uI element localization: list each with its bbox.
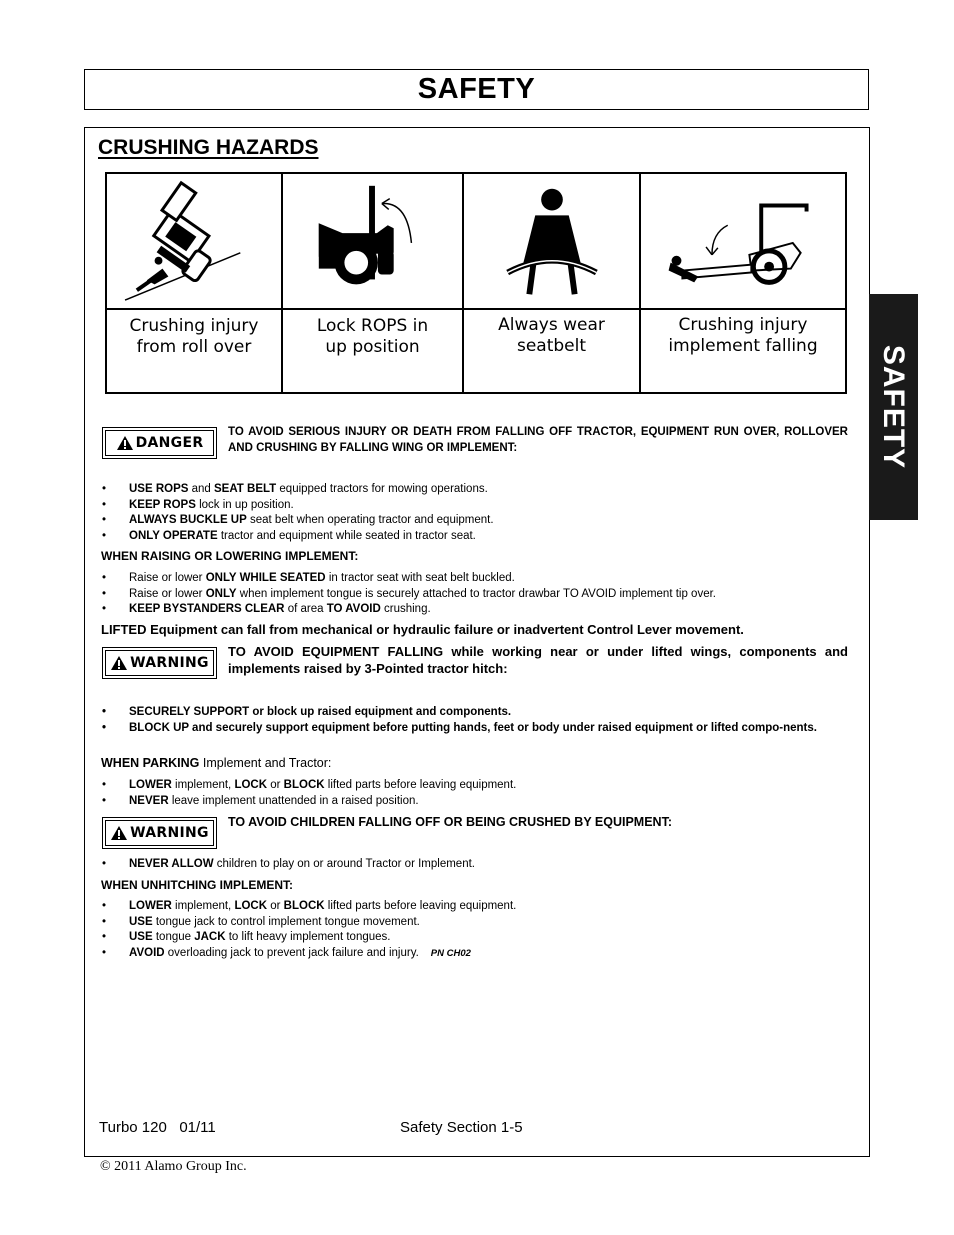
lifted-equipment-notice: LIFTED Equipment can fall from mechanical or hydraulic failure or inadvertent Control Lever movement.	[101, 622, 744, 637]
pictogram-rollover	[107, 174, 283, 310]
danger-message: TO AVOID SERIOUS INJURY OR DEATH FROM FALLING OFF TRACTOR, EQUIPMENT RUN OVER, ROLLOVER AND CRUSHING BY FALLING WING OR IMPLEMENT:	[228, 426, 848, 454]
list-item: • USE tongue JACK to lift heavy implement tongues.	[101, 930, 851, 946]
caption-line: seatbelt	[516, 336, 587, 356]
danger-badge-label: DANGER	[135, 435, 204, 451]
list-item: • Raise or lower ONLY WHILE SEATED in tractor seat with seat belt buckled.	[101, 571, 851, 587]
warning-badge-label: WARNING	[130, 655, 209, 671]
warning-badge	[102, 817, 217, 849]
unhitching-heading: WHEN UNHITCHING IMPLEMENT:	[101, 878, 293, 892]
list-item: • NEVER ALLOW children to play on or around Tractor or Implement.	[101, 857, 851, 873]
page-title: SAFETY	[417, 73, 536, 105]
tractor-rollover-icon	[107, 174, 281, 308]
side-tab-label: SAFETY	[877, 344, 911, 470]
caption-seatbelt	[464, 310, 641, 392]
parking-heading: WHEN PARKING Implement and Tractor:	[101, 756, 332, 770]
caption-line: Lock ROPS in	[316, 316, 429, 336]
list-item: • USE tongue jack to control implement tongue movement.	[101, 915, 851, 931]
list-item: • BLOCK UP and securely support equipment before putting hands, feet or body under raised equipment or lifted compo-nents.	[101, 721, 846, 737]
rops-lock-icon	[283, 174, 462, 308]
list-item: • LOWER implement, LOCK or BLOCK lifted parts before leaving equipment.	[101, 899, 851, 915]
pictogram-seatbelt	[464, 174, 641, 310]
alert-triangle-icon	[110, 655, 128, 671]
list-item: • KEEP BYSTANDERS CLEAR of area TO AVOID crushing.	[101, 602, 851, 618]
part-number: PN CH02	[430, 947, 471, 959]
caption-line: implement falling	[668, 336, 818, 356]
pictogram-implement-falling	[641, 174, 845, 310]
pictogram-rops	[283, 174, 464, 310]
footer-section: Safety Section 1-5	[400, 1119, 523, 1136]
warning-message-children: TO AVOID CHILDREN FALLING OFF OR BEING CRUSHED BY EQUIPMENT:	[228, 815, 673, 829]
copyright: © 2011 Alamo Group Inc.	[100, 1159, 247, 1174]
caption-rollover	[107, 310, 283, 392]
section-side-tab[interactable]	[869, 294, 918, 520]
unhitching-list	[101, 899, 851, 961]
raising-list	[101, 571, 851, 618]
danger-badge	[102, 427, 217, 459]
list-item: • LOWER implement, LOCK or BLOCK lifted parts before leaving equipment.	[101, 778, 851, 794]
list-item: • KEEP ROPS lock in up position.	[101, 498, 851, 514]
list-item: • NEVER leave implement unattended in a raised position.	[101, 794, 851, 810]
caption-implement-falling	[641, 310, 845, 392]
list-item: • ONLY OPERATE tractor and equipment while seated in tractor seat.	[101, 529, 851, 545]
list-item: • Raise or lower ONLY when implement tongue is securely attached to tractor drawbar TO AVOID implement tip over.	[101, 587, 851, 603]
seatbelt-icon	[464, 174, 639, 308]
alert-triangle-icon	[110, 825, 128, 841]
page-header	[84, 69, 869, 110]
list-item: • SECURELY SUPPORT or block up raised equipment and components.	[101, 705, 846, 721]
alert-triangle-icon	[116, 435, 134, 451]
list-item: • ALWAYS BUCKLE UP seat belt when operating tractor and equipment.	[101, 513, 851, 529]
footer-model: Turbo 120 01/11	[99, 1119, 216, 1136]
caption-rops	[283, 310, 464, 392]
list-item: • USE ROPS and SEAT BELT equipped tractors for mowing operations.	[101, 482, 851, 498]
section-title: CRUSHING HAZARDS	[98, 136, 319, 159]
children-list	[101, 857, 851, 873]
warning-message-equipment: TO AVOID EQUIPMENT FALLING while working near or under lifted wings, components and implements raised by 3-Pointed tractor hitch:	[228, 644, 848, 676]
caption-line: Always wear	[498, 315, 605, 335]
parking-list	[101, 778, 851, 809]
caption-line: from roll over	[136, 337, 252, 357]
support-list	[101, 705, 846, 736]
caption-line: up position	[325, 337, 420, 357]
warning-badge	[102, 647, 217, 679]
raising-heading: WHEN RAISING OR LOWERING IMPLEMENT:	[101, 549, 359, 563]
caption-line: Crushing injury	[678, 315, 808, 335]
list-item: • AVOID overloading jack to prevent jack failure and injury. PN CH02	[101, 946, 851, 962]
implement-falling-icon	[641, 174, 845, 308]
warning-badge-label: WARNING	[130, 825, 209, 841]
pictogram-grid	[105, 172, 847, 394]
rops-list	[101, 482, 851, 544]
caption-line: Crushing injury	[129, 316, 259, 336]
